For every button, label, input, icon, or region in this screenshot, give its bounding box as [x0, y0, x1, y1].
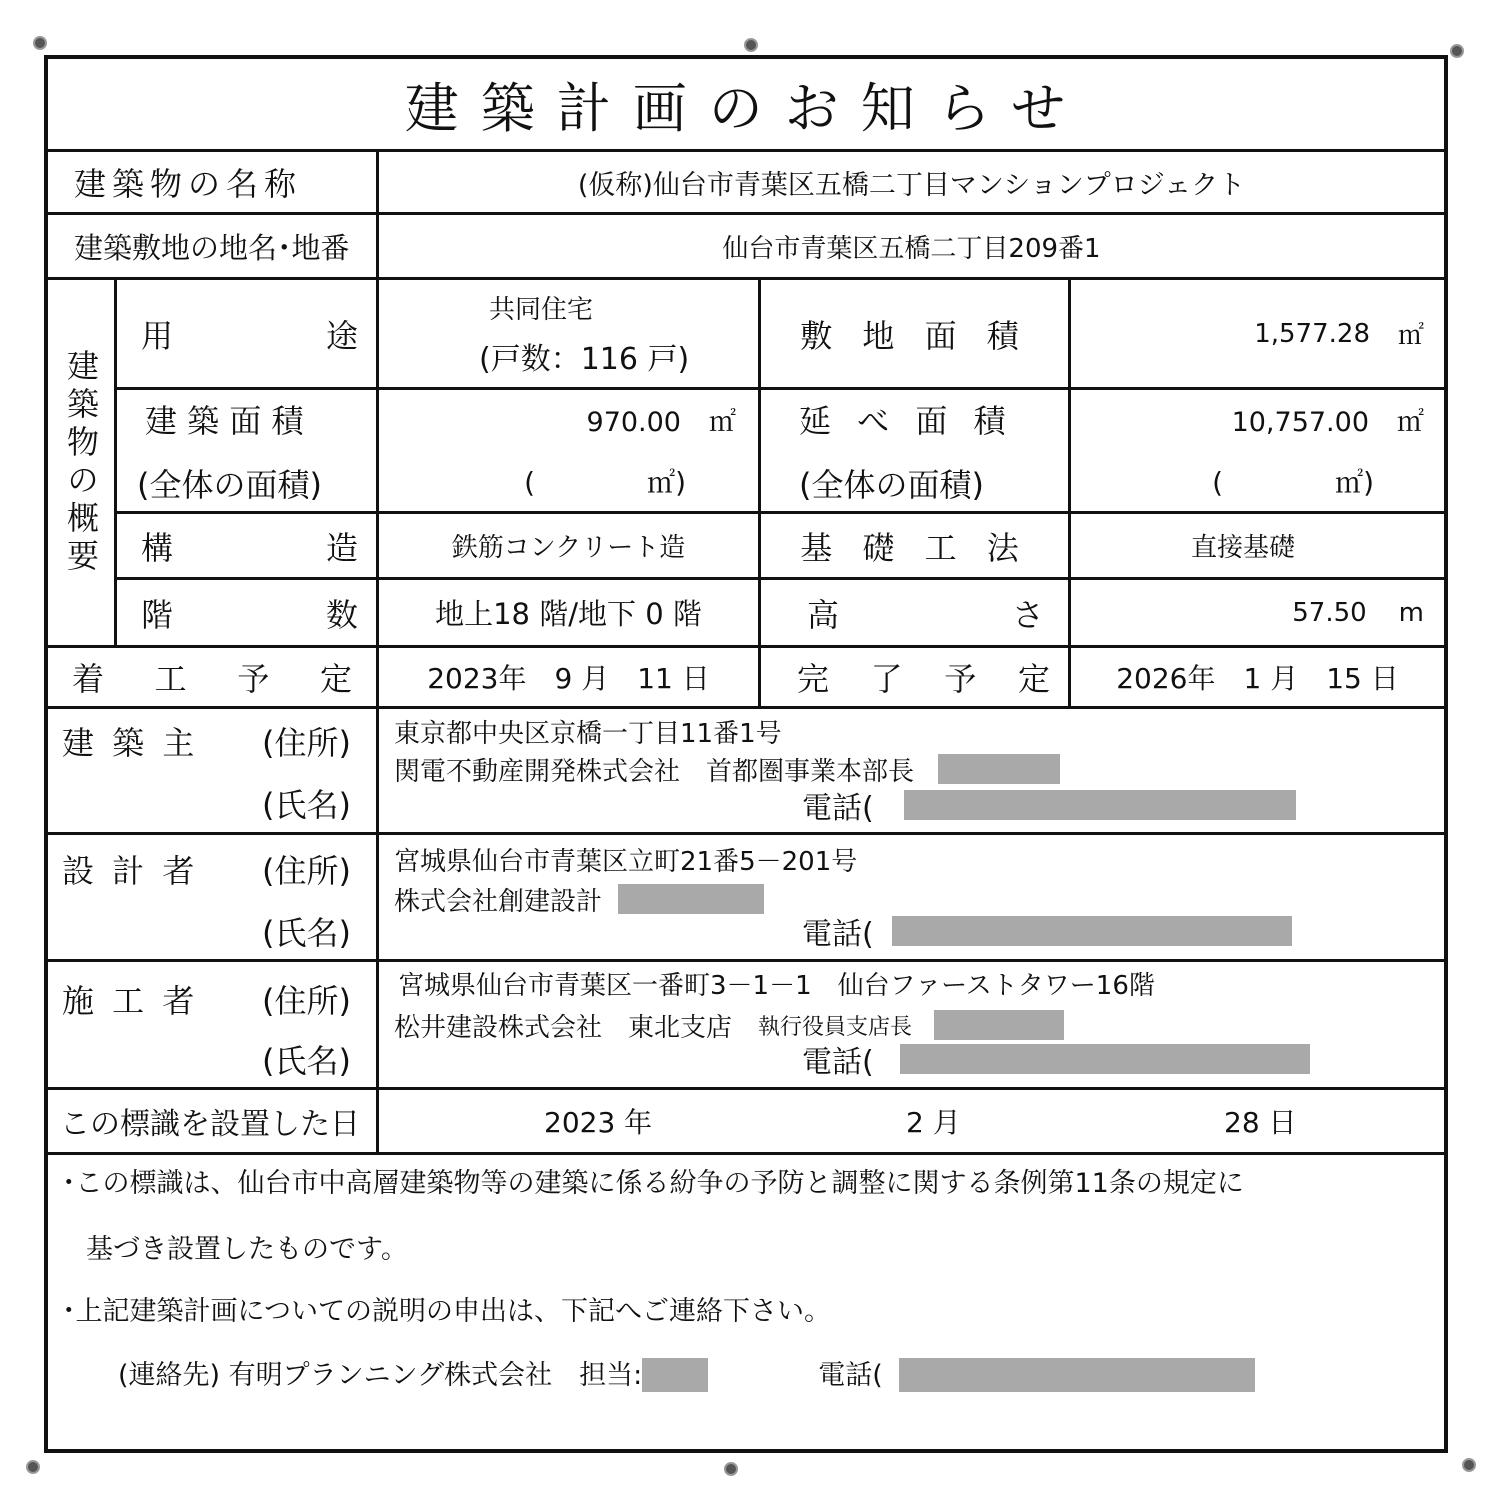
floor-area-value — [1071, 390, 1444, 511]
designer-label: 設 計 者 — [62, 852, 199, 890]
site-label: 建築敷地の地名･地番 — [74, 230, 350, 265]
height-label-b: さ — [1011, 595, 1044, 634]
designer-phone-label: 電話( — [802, 917, 874, 951]
building-area-label-2: (全体の面積) — [137, 465, 322, 504]
contractor-name-row — [394, 1007, 1434, 1043]
floor-area-number: 10,757.00 — [1231, 407, 1369, 438]
height-label — [761, 580, 1068, 645]
building-area-label — [117, 390, 376, 511]
floor-area-main — [1232, 400, 1424, 439]
screw-icon — [1462, 1458, 1476, 1472]
owner-name: 関電不動産開発株式会社 首都圏事業本部長 — [394, 756, 915, 787]
site-area-value — [1071, 280, 1444, 387]
redaction — [618, 884, 764, 914]
redaction — [938, 754, 1060, 784]
redaction — [892, 916, 1292, 946]
height-unit: m — [1398, 597, 1424, 628]
building-area-label-1: 建 築 面 積 — [145, 401, 304, 440]
note-line-1: ･この標識は、仙台市中高層建築物等の建築に係る紛争の予防と調整に関する条例第11条の規定に — [62, 1167, 1244, 1199]
redaction — [904, 790, 1296, 820]
completion-label-char: 了 — [870, 660, 903, 698]
floor-area-label — [761, 390, 1068, 511]
screw-icon — [724, 1462, 738, 1476]
owner-name-label: (氏名) — [262, 786, 351, 824]
contact-row — [118, 1353, 1418, 1397]
floor-area-label-1: 延 べ 面 積 — [799, 401, 1014, 440]
site-value: 仙台市青葉区五橋二丁目209番1 — [722, 233, 1101, 264]
redaction — [900, 1044, 1310, 1074]
building-area-main — [587, 400, 736, 439]
posted-year: 2023 年 — [544, 1106, 653, 1139]
height-number: 57.50 — [1292, 597, 1367, 628]
floors-value: 地上18 階/地下 0 階 — [435, 597, 702, 631]
site-area-label: 敷 地 面 積 — [800, 316, 1029, 355]
redaction — [934, 1010, 1064, 1040]
screw-icon — [26, 1460, 40, 1474]
completion-label-char: 完 — [797, 660, 830, 698]
contractor-phone-row — [802, 1039, 1422, 1079]
floors-label — [117, 580, 376, 645]
building-area-unit: ㎡ — [709, 407, 736, 438]
building-area-total: ( ㎡) — [524, 466, 686, 499]
height-label-a: 高 — [807, 595, 840, 634]
foundation-value: 直接基礎 — [1191, 533, 1296, 563]
structure-value: 鉄筋コンクリート造 — [451, 533, 686, 563]
start-label — [48, 648, 376, 706]
overview-label: 建築物の概要 — [62, 348, 100, 577]
redaction — [899, 1358, 1255, 1392]
designer-name-label: (氏名) — [262, 914, 351, 952]
posted-label: この標識を設置した日 — [60, 1107, 360, 1142]
notice-board — [44, 55, 1448, 1453]
contractor-address: 宮城県仙台市青葉区一番町3－1－1 仙台ファーストタワー16階 — [398, 970, 1155, 1001]
designer-name: 株式会社創建設計 — [394, 886, 603, 917]
designer-phone-row — [802, 911, 1422, 951]
use-label — [117, 280, 376, 387]
structure-label-a: 構 — [141, 528, 174, 567]
owner-phone-label: 電話( — [802, 791, 874, 825]
redaction — [642, 1358, 708, 1392]
designer-address-label: (住所) — [262, 852, 351, 890]
page-title: 建築計画のお知らせ — [404, 76, 1088, 140]
completion-label — [761, 648, 1068, 706]
building-name-value: (仮称)仙台市青葉区五橋二丁目マンションプロジェクト — [577, 169, 1246, 201]
foundation-label: 基 礎 工 法 — [800, 528, 1029, 567]
note-line-3: ･上記建築計画についての説明の申出は、下記へご連絡下さい。 — [62, 1295, 831, 1327]
contractor-label: 施 工 者 — [62, 982, 199, 1020]
building-area-number: 970.00 — [586, 407, 681, 438]
start-label-char: 工 — [154, 660, 187, 698]
floors-label-a: 階 — [141, 595, 174, 634]
site-area-unit: ㎡ — [1397, 321, 1424, 351]
site-area-number: 1,577.28 — [1254, 318, 1370, 349]
owner-address-label: (住所) — [262, 724, 351, 762]
start-label-char: 予 — [237, 660, 270, 698]
owner-phone-row — [802, 785, 1422, 825]
owner-label: 建 築 主 — [62, 724, 199, 762]
floor-area-total: ( ㎡) — [1212, 466, 1374, 499]
contractor-address-label: (住所) — [262, 982, 351, 1020]
building-area-value — [379, 390, 758, 511]
note-line-2: 基づき設置したものです。 — [86, 1233, 408, 1265]
screw-icon — [744, 38, 758, 52]
contractor-name: 松井建設株式会社 東北支店 — [394, 1012, 733, 1043]
completion-label-char: 予 — [944, 660, 977, 698]
contact-label: (連絡先) 有明プランニング株式会社 担当: — [118, 1359, 643, 1391]
start-label-char: 着 — [72, 660, 105, 698]
start-value: 2023年 9 月 11 日 — [427, 662, 710, 695]
contractor-phone-label: 電話( — [802, 1045, 874, 1079]
use-value — [379, 280, 758, 387]
designer-address: 宮城県仙台市青葉区立町21番5－201号 — [394, 846, 858, 877]
use-value-type: 共同住宅 — [489, 295, 594, 325]
use-label-b: 途 — [325, 316, 358, 355]
structure-label-b: 造 — [325, 528, 358, 567]
owner-address: 東京都中央区京橋一丁目11番1号 — [394, 718, 782, 749]
contractor-title: 執行役員支店長 — [758, 1014, 913, 1040]
start-label-char: 定 — [319, 660, 352, 698]
completion-value: 2026年 1 月 15 日 — [1116, 662, 1399, 695]
posted-day: 28 日 — [1224, 1106, 1297, 1139]
height-value — [1071, 580, 1444, 645]
floor-area-label-2: (全体の面積) — [799, 465, 984, 504]
completion-label-char: 定 — [1017, 660, 1050, 698]
screw-icon — [33, 36, 47, 50]
floors-label-b: 数 — [325, 595, 358, 634]
structure-label — [117, 514, 376, 577]
contact-phone-label: 電話( — [818, 1359, 883, 1391]
building-name-label: 建築物の名称 — [74, 165, 303, 203]
posted-month: 2 月 — [906, 1106, 961, 1139]
use-value-units: (戸数：116 戸) — [479, 342, 690, 377]
floor-area-unit: ㎡ — [1397, 407, 1424, 438]
owner-name-row — [394, 751, 1434, 787]
screw-icon — [1450, 44, 1464, 58]
use-label-a: 用 — [141, 316, 174, 355]
contractor-name-label: (氏名) — [262, 1042, 351, 1080]
